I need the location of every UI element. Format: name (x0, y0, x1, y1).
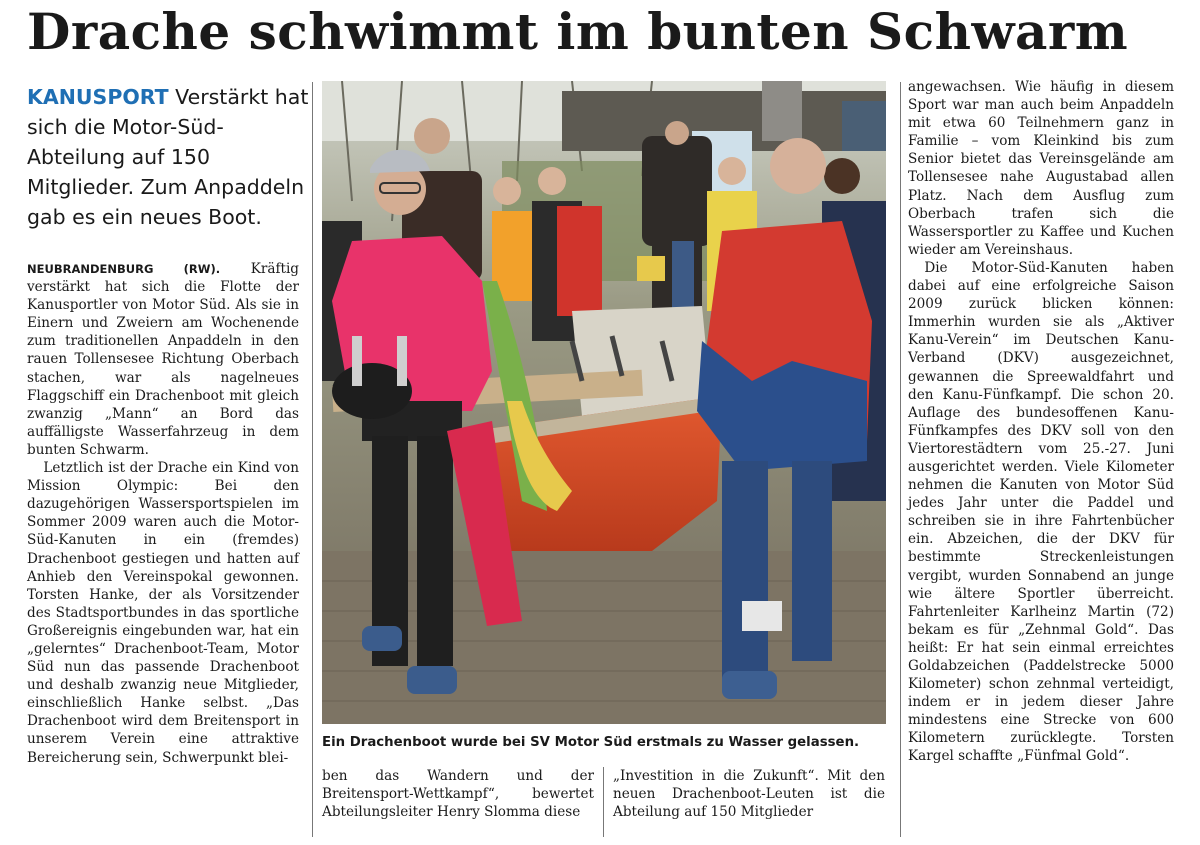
article-column-2 (322, 767, 594, 821)
body-paragraph: Kräftig verstärkt hat sich die Flotte der Kanusportler von Motor Süd. Als sie in Einern und Zweiern am Wochenende zum traditionellen Anpaddeln in den rauen Tollensesee Richtung Oberbach stachen, war als nagelneues Flaggschiff ein Drachenboot mit gleich zwanzig „Mann“ an Bord das auffälligste Wasserfahrzeug in dem bunten Schwarm. (27, 261, 300, 458)
deck (27, 82, 309, 232)
article-column-1 (27, 260, 299, 767)
body-paragraph: angewachsen. Wie häufig in diesem Sport war man auch beim Anpaddeln mit etwa 60 Teilnehmern ganz in Familie – vom Kleinkind bis zum Senior bietet das Vereinsgelände am Tollensesee nahe Augustabad allen Platz. Nach dem Ausflug zum Oberbach trafen sich die Wassersportler zu Kaffee und Kuchen wieder am Vereinshaus. (908, 79, 1174, 258)
body-paragraph: Letztlich ist der Drache ein Kind von Mission Olympic: Bei den dazugehörigen Wassersportspielen im Sommer 2009 waren auch die Motor-Süd-Kanuten in ein (fremdes) Drachenboot gestiegen und hatten auf Anhieb den Vereinspokal gewonnen. Torsten Hanke, der als Vorsitzender des Stadtsportbundes in das sportliche Großereignis eingebunden war, hat ein „gelerntes“ Drachenboot-Team, Motor Süd nun das passende Drachenboot und deshalb zwanzig neue Mitglieder, einschließlich Hanke selbst. „Das Drachenboot wird dem Breitensport in unserem Verein eine attraktive Bereicherung sein, Schwerpunkt blei- (27, 460, 299, 766)
body-paragraph: „Investition in die Zukunft“. Mit den neuen Drachenboot-Leuten ist die Abteilung auf 150 Mitglieder (613, 768, 885, 821)
kicker: KANUSPORT (27, 85, 169, 109)
body-paragraph: ben das Wandern und der Breitensport-Wettkampf“, bewertet Abteilungsleiter Henry Slomma diese (322, 768, 594, 821)
body-paragraph: Die Motor-Süd-Kanuten haben dabei auf eine erfolgreiche Saison 2009 zurück blicken können: Immerhin wurden sie als „Aktiver Kanu-Verein“ im Deutschen Kanu-Verband (DKV) ausgezeichnet, gewannen die Spreewaldfahrt und den Kanu-Fünfkampf. Die schon 20. Auflage des bundesoffenen Kanu-Fünfkampfes des DKV soll von den Viertorestädtern vom 25.-27. Juni ausgerichtet werden. Viele Kilometer nehmen die Kanuten von Motor Süd jedes Jahr unter die Paddel und schreiben sie in ihre Fahrtenbücher ein. Abzeichen, die der DKV für bestimmte Streckenleistungen vergibt, wurden Sonnabend an junge wie ältere Sportler überreicht. Fahrtenleiter Karlheinz Martin (72) bekam es für „Zehnmal Gold“. Das heißt: Er hat sein einmal erreichtes Goldabzeichen (Paddelstrecke 5000 Kilometer) schon zehnmal verteidigt, indem er in jedem dieser Jahre mindestens eine Strecke von 600 Kilometern zurücklegte. Torsten Kargel schaffte „Fünfmal Gold“. (908, 259, 1174, 765)
article-column-4 (908, 78, 1174, 766)
headline: Drache schwimmt im bunten Schwarm (27, 2, 1129, 61)
article-column-3 (613, 767, 885, 821)
column-rule (603, 767, 604, 837)
deck-text: Verstärkt hat sich die Motor-Süd-Abteilung auf 150 Mitglieder. Zum Anpaddeln gab es ein neues Boot. (27, 85, 309, 229)
news-photo (322, 81, 886, 724)
photo-caption: Ein Drachenboot wurde bei SV Motor Süd erstmals zu Wasser gelassen. (322, 735, 860, 750)
dateline: NEUBRANDENBURG (RW). (27, 262, 221, 276)
column-rule (900, 82, 901, 837)
column-rule (312, 82, 313, 837)
